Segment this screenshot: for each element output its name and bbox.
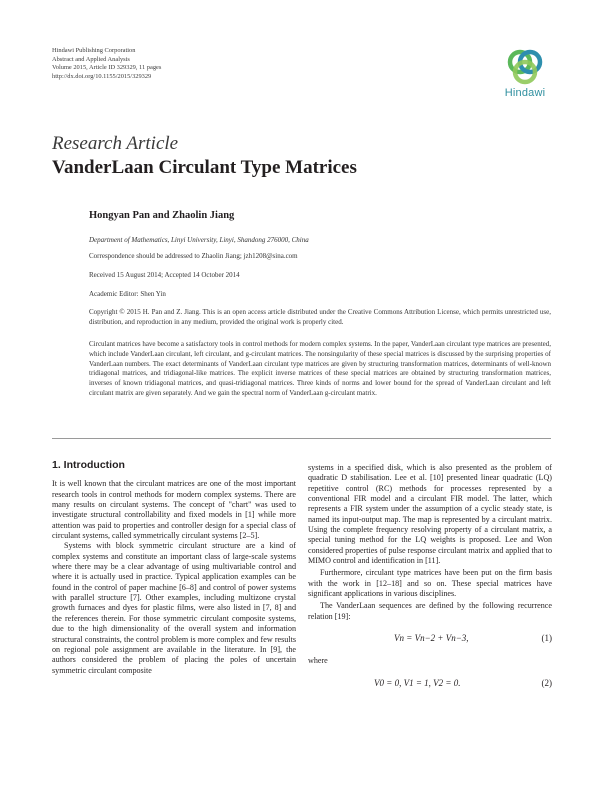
hindawi-rings-icon <box>503 47 547 89</box>
article-title: VanderLaan Circulant Type Matrices <box>52 157 357 178</box>
section-divider <box>52 438 551 439</box>
equation-2-number: (2) <box>541 677 552 688</box>
intro-paragraph-3: systems in a specified disk, which is also presented as the problem of quadratic D stabilisation. Lee et al. [10] presented linear quadratic (LQ) repetitive control (RC) methods for processes represented by a conventional FIR model and a circulant FIR model. The latter, which represents a FIR system under the assumption of a cyclic steady state, is named its input-output map. The map is represented by a circulant matrix. Using the complete frequency resolving property of a circulant matrix, a special tuning method for the LQ weights is proposed. Lee and Won considered properties of pulse response circulant matrix and applied that to MIMO control and identification in [11]. <box>308 463 552 566</box>
article-type: Research Article <box>52 133 179 154</box>
publisher-name: Hindawi Publishing Corporation <box>52 47 136 54</box>
equation-1 <box>308 629 552 651</box>
body-column-right <box>308 463 552 701</box>
article-authors: Hongyan Pan and Zhaolin Jiang <box>89 210 235 221</box>
journal-name: Abstract and Applied Analysis <box>52 55 130 63</box>
intro-paragraph-4: Furthermore, circulant type matrices have been put on the firm basis with the work in [12–18] and so on. These special matrices have significant applications in various disciplines. <box>308 568 552 599</box>
section-heading-introduction: 1. Introduction <box>52 459 125 471</box>
equation-2 <box>308 674 552 696</box>
intro-paragraph-1: It is well known that the circulant matrices are one of the most important research tools in control methods for modern complex systems. There are many results on circulant systems. The concept of "chart" was used to investigate structural controllability and fixed models in [1] while more attention was paid to properties and controller design for a special class of circulant systems, called symmetrically circulant systems [2–5]. <box>52 479 296 541</box>
volume-info: Volume 2015, Article ID 329329, 11 pages <box>52 64 162 72</box>
body-column-left <box>52 460 296 676</box>
hindawi-logo-text: Hindawi <box>504 87 546 99</box>
doi-link[interactable]: http://dx.doi.org/10.1155/2015/329329 <box>52 72 152 80</box>
intro-paragraph-5: The VanderLaan sequences are defined by the following recurrence relation [19]: <box>308 601 552 621</box>
journal-info <box>52 47 161 81</box>
hindawi-logo <box>496 47 554 107</box>
equation-2-body: V0 = 0, V1 = 1, V2 = 0. <box>374 677 461 688</box>
article-dates: Received 15 August 2014; Accepted 14 October 2014 <box>89 271 240 279</box>
academic-editor: Academic Editor: Shen Yin <box>89 290 166 298</box>
correspondence: Correspondence should be addressed to Zhaolin Jiang; jzh1208@sina.com <box>89 252 298 260</box>
equation-1-number: (1) <box>541 633 552 644</box>
where-text: where <box>308 656 328 666</box>
author-affiliation: Department of Mathematics, Linyi University, Linyi, Shandong 276000, China <box>89 236 309 244</box>
abstract: Circulant matrices have become a satisfactory tools in control methods for modern complex systems. In the paper, VanderLaan circulant type matrices are presented, which include VanderLaan circulant, left circulant, and g-circulant matrices. The nonsingularity of these special matrices is discussed by the surprising properties of VanderLaan numbers. The exact determinants of VanderLaan circulant type matrices are given by structuring transformation matrices, determinants of well-known tridiagonal matrices, and tridiagonal-like matrices. The explicit inverse matrices of these special matrices are obtained by structuring transformation matrices, inverses of known tridiagonal matrices, and quasi-tridiagonal matrices. Three kinds of norms and lower bound for the spread of VanderLaan circulant and left circulant matrix are given separately. And we gain the spectral norm of VanderLaan g-circulant matrix. <box>89 340 551 397</box>
copyright-notice: Copyright © 2015 H. Pan and Z. Jiang. This is an open access article distributed under the Creative Commons Attribution License, which permits unrestricted use, distribution, and reproduction in any medium, provided the original work is properly cited. <box>89 308 551 326</box>
equation-1-body: Vn = Vn−2 + Vn−3, <box>394 633 469 644</box>
intro-paragraph-2: Systems with block symmetric circulant structure are a kind of complex systems and constitute an important class of large-scale systems where there may be a clear advantage of using multivariable control and where it is actually used in practice. Typical application examples can be found in the control of paper machine [6–8] and control of power systems with parallel structure [7]. Other examples, including multizone crystal growth furnaces and dyes for plastic films, were also listed in [7, 8] and the references therein. For those symmetric circulant composite systems, due to the high dimensionality of the overall system and information structural constraints, the control problem is more complex and few results on regional pole assignment are available in the literature. In [9], the authors considered the problem of placing the poles of uncertain symmetric circulant composite <box>52 541 296 675</box>
